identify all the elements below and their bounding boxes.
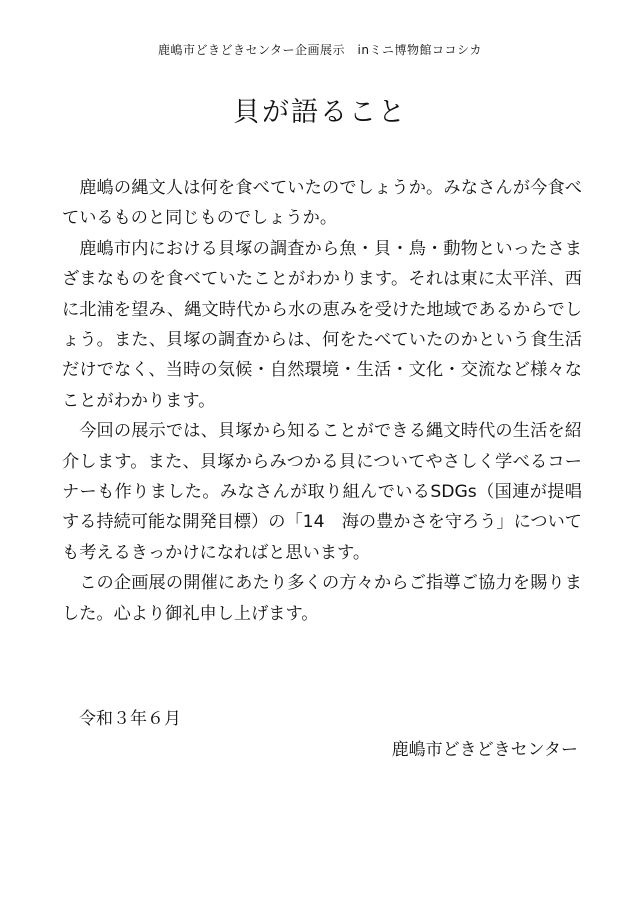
paragraph: 今回の展示では、貝塚から知ることができる縄文時代の生活を紹介します。また、貝塚からみつかる貝についてやさしく学べるコーナーも作りました。みなさんが取り組んでいるSDGs（国連が提唱する持続可能な開発目標）の「14 海の豊かさを守ろう」についても考えるきっかけになればと思います。 — [62, 421, 582, 563]
paragraph: 鹿嶋市内における貝塚の調査から魚・貝・鳥・動物といったさまざまなものを食べていたことがわかります。それは東に太平洋、西に北浦を望み、縄文時代から水の恵みを受けた地域であるからでしょう。また、貝塚の調査からは、何をたべていたのかという食生活だけでなく、当時の気候・自然環境・生活・文化・交流など様々なことがわかります。 — [62, 238, 582, 411]
signature: 鹿嶋市どきどきセンター — [391, 740, 578, 760]
page-title: 貝が語ること — [233, 97, 407, 128]
paragraph: 鹿嶋の縄文人は何を食べていたのでしょうか。みなさんが今食べているものと同じものでしょうか。 — [62, 178, 582, 229]
exhibition-header: 鹿嶋市どきどきセンター企画展示 inミニ博物館ココシカ — [158, 43, 482, 57]
body-text — [62, 173, 582, 629]
date: 令和３年６月 — [79, 709, 181, 729]
paragraph: この企画展の開催にあたり多くの方々からご指導ご協力を賜りました。心より御礼申し上げます。 — [62, 573, 582, 624]
